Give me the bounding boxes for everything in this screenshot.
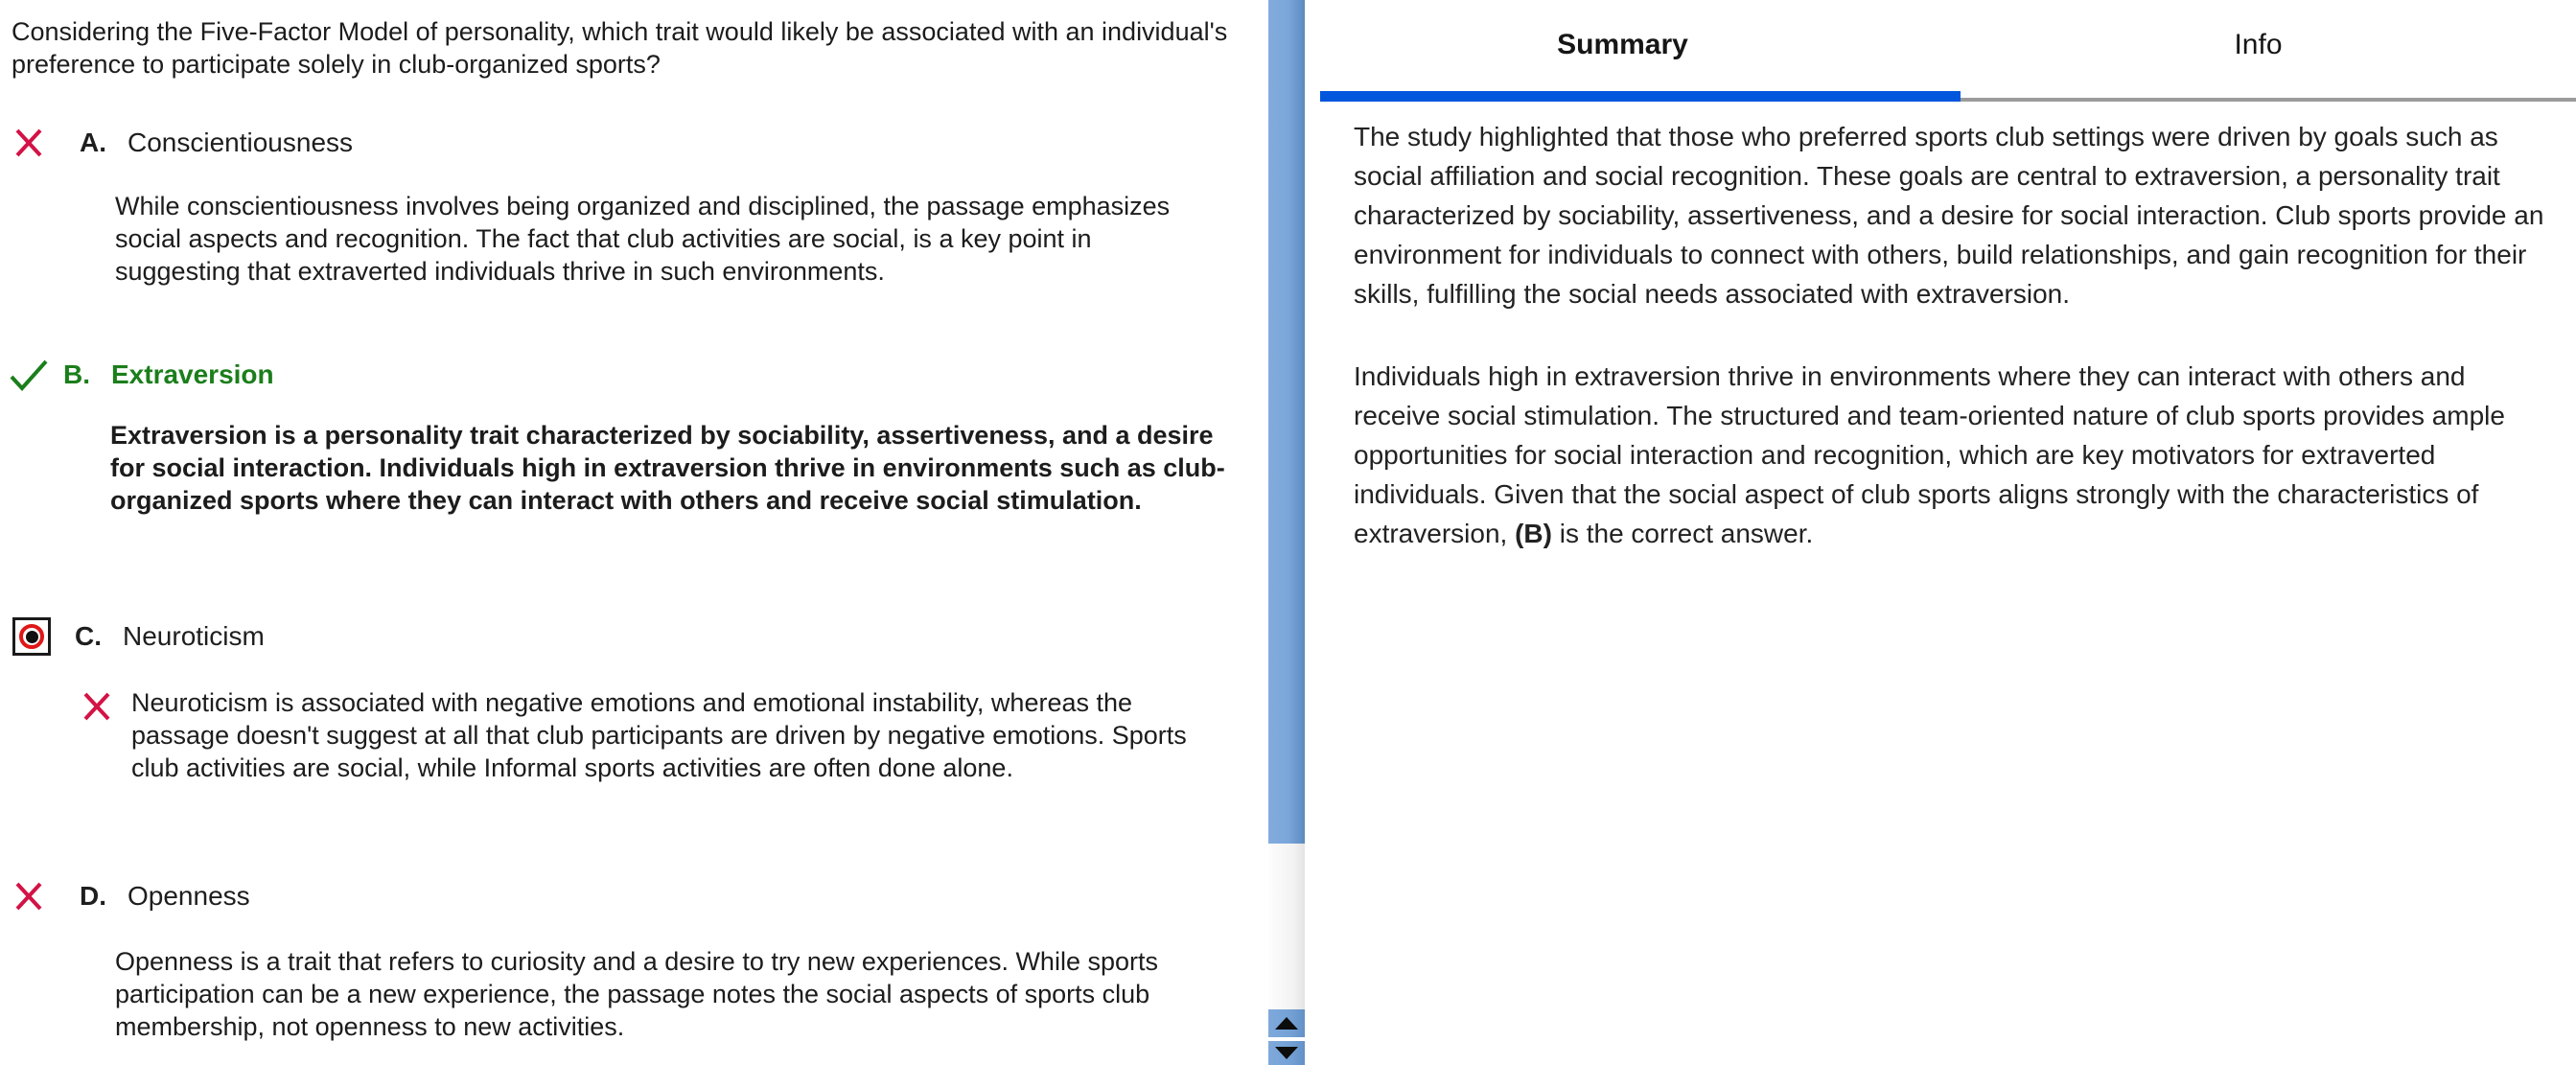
tab-bar [1305,0,2576,90]
summary-paragraph-2 [1354,357,2558,553]
option-explanation-c: Neuroticism is associated with negative emotions and emotional instability, whereas the passage doesn't suggest at all that club participants are driven by negative emotions. Sports club activities are social, while Informal sports activities are often done alone. [131,688,1187,782]
tab-info[interactable]: Info [2234,29,2283,60]
radio-selected-icon[interactable] [12,617,60,656]
option-row-a [14,121,353,165]
option-label: Extraversion [111,359,274,389]
x-icon [81,690,112,723]
option-row-c [12,614,265,659]
question-text: Considering the Five-Factor Model of personality, which trait would likely be associated with an individual's preference to participate solely in club-organized sports? [12,17,1228,79]
option-row-b [8,353,274,397]
question-panel [0,0,1268,1065]
option-label: Conscientiousness [128,127,354,157]
option-letter: D. [80,881,106,911]
option-letter: A. [80,127,106,157]
explanation-panel [1305,0,2576,1065]
inactive-tab-divider [1961,98,2576,102]
option-label: Neuroticism [123,621,265,651]
option-explanation-a: While conscientiousness involves being organized and disciplined, the passage emphasizes social aspects and recognition. The fact that club activities are social, is a key point in suggesting that extraverted individuals thrive in such environments. [115,192,1171,286]
check-icon [8,358,56,392]
option-label: Openness [128,881,250,911]
option-letter: C. [75,621,102,651]
summary-paragraph-1: The study highlighted that those who preferred sports club settings were driven by goals such as social affiliation and social recognition. These goals are central to extraversion, a personality trait characterized by sociability, assertiveness, and a desire for social interaction. Club sports provide an environment for individuals to connect with others, build relationships, and gain recognition for their skills, fulfilling the social needs associated with extraversion. [1354,122,2544,309]
tab-summary[interactable]: Summary [1557,29,1688,60]
scrollbar-thumb[interactable] [1268,0,1305,844]
correct-answer-ref: (B) [1515,519,1552,548]
summary-paragraph-2-tail: is the correct answer. [1551,519,1814,548]
summary-paragraph-2-text: Individuals high in extraversion thrive in environments where they can interact with others and receive social stimulation. The structured and team-oriented nature of club sports provides ample opportunities for social interaction and recognition, which are key motivators for extraverted individuals. Given that the social aspect of club sports aligns strongly with the characteristics of extraversion, [1354,361,2505,548]
tab-underline [1320,90,2576,102]
scrollbar-track[interactable] [1268,844,1305,1009]
option-letter: B. [63,359,90,389]
scroll-up-icon [1275,1017,1298,1030]
scroll-down-icon [1275,1047,1298,1059]
option-row-d [14,874,250,918]
scroll-up-button[interactable] [1268,1009,1305,1037]
option-explanation-b: Extraversion is a personality trait characterized by sociability, assertiveness, and a desire for social interaction. Individuals high in extraversion thrive in environments such as club-organized sports where they can interact with others and receive social stimulation. [110,421,1225,515]
scroll-down-button[interactable] [1268,1041,1305,1065]
active-tab-indicator [1320,91,1961,102]
x-icon [14,127,62,158]
scrollbar[interactable] [1268,0,1305,1065]
option-explanation-d: Openness is a trait that refers to curiosity and a desire to try new experiences. While sports participation can be a new experience, the passage notes the social aspects of sports club membership, not openness to new activities. [115,947,1158,1041]
x-icon [14,881,62,912]
